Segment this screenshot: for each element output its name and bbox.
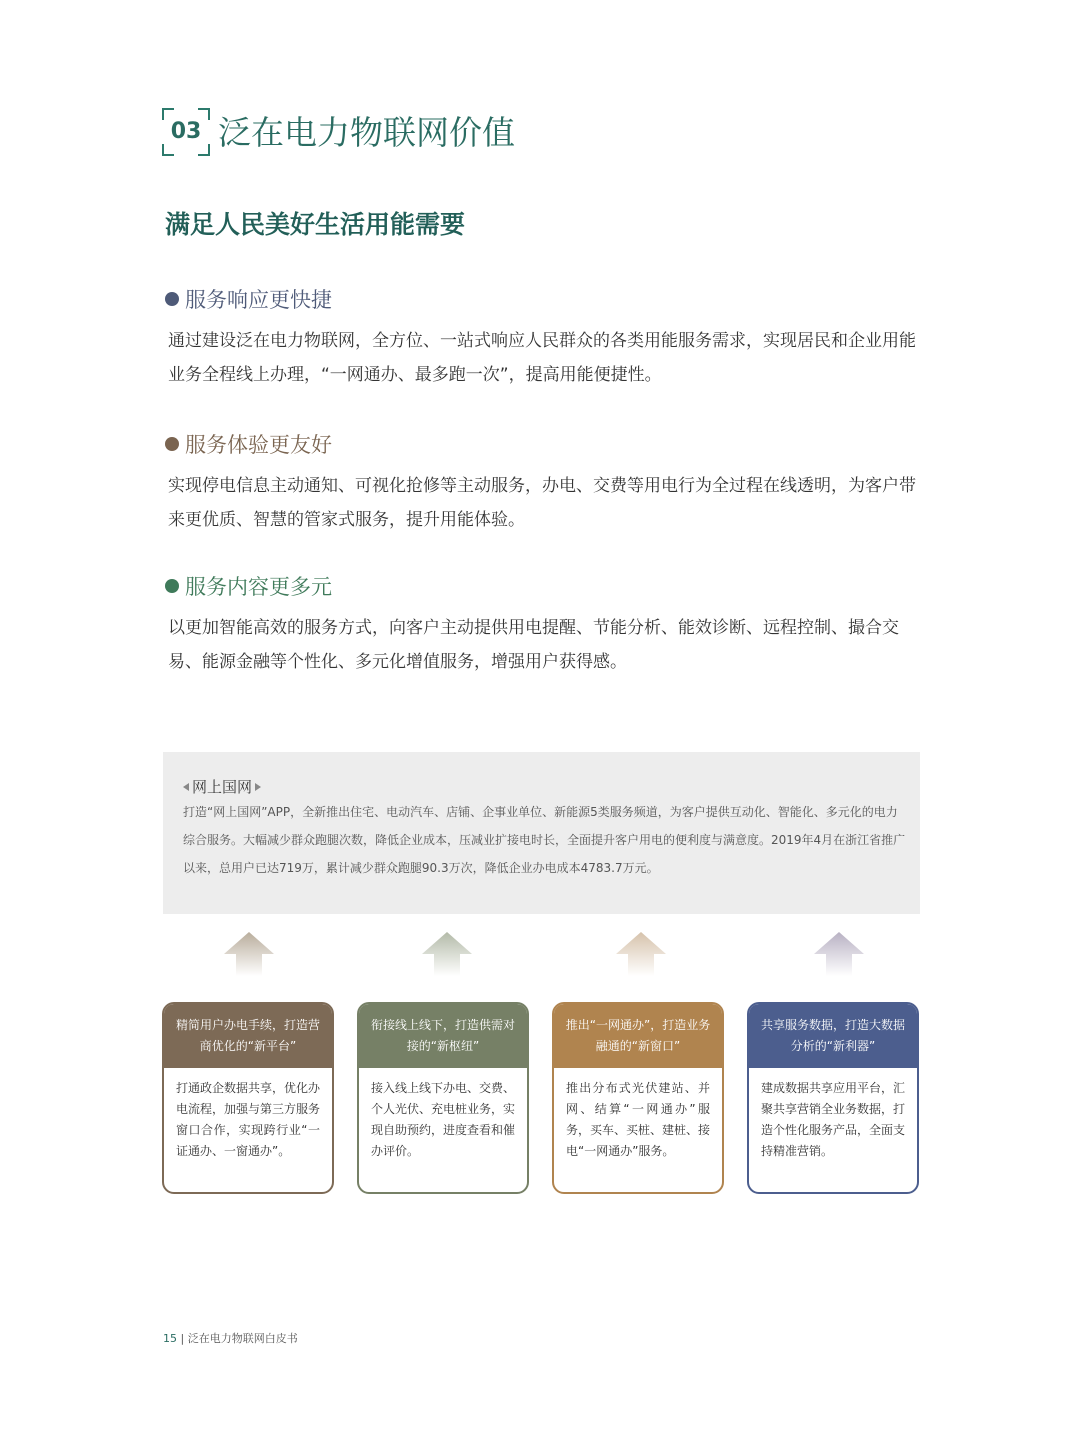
point-heading-text: 服务体验更友好 xyxy=(185,433,332,457)
point-paragraph-3: 以更加智能高效的服务方式，向客户主动提供用电提醒、节能分析、能效诊断、远程控制、撮合交易、能源金融等个性化、多元化增值服务，增强用户获得感。 xyxy=(168,618,899,672)
bullet-dot-icon xyxy=(165,292,179,306)
card-body: 接入线上线下办电、交费、个人光伏、充电桩业务，实现自助预约，进度查看和催办评价。 xyxy=(371,1081,516,1158)
triangle-left-icon xyxy=(183,783,189,791)
info-box xyxy=(163,752,920,914)
card-header: 推出“一网通办”，打造业务融通的“新窗口” xyxy=(554,1004,722,1068)
section-number-frame xyxy=(162,108,210,156)
page-subtitle: 满足人民美好生活用能需要 xyxy=(165,210,466,239)
point-heading-text: 服务内容更多元 xyxy=(185,575,332,599)
section-title: 泛在电力物联网价值 xyxy=(218,113,515,152)
up-arrow-icon xyxy=(616,932,666,976)
info-box-title-text: 网上国网 xyxy=(192,778,253,796)
up-arrow-icon xyxy=(814,932,864,976)
footer-doc-title: 泛在电力物联网白皮书 xyxy=(187,1332,298,1345)
page-footer xyxy=(163,1330,298,1346)
card-body: 推出分布式光伏建站、并网、结算“一网通办”服务，买车、买桩、建桩、接电“一网通办”服务。 xyxy=(566,1081,711,1158)
card-body: 建成数据共享应用平台，汇聚共享营销全业务数据，打造个性化服务产品，全面支持精准营销。 xyxy=(761,1081,906,1158)
up-arrow-icon xyxy=(224,932,274,976)
point-paragraph-1: 通过建设泛在电力物联网，全方位、一站式响应人民群众的各类用能服务需求，实现居民和企业用能业务全程线上办理，“一网通办、最多跑一次”，提高用能便捷性。 xyxy=(168,331,916,385)
card-body: 打通政企数据共享，优化办电流程，加强与第三方服务窗口合作，实现跨行业“一证通办、一窗通办”。 xyxy=(176,1081,321,1158)
info-box-title xyxy=(183,776,261,797)
footer-separator: | xyxy=(180,1332,185,1345)
bullet-dot-icon xyxy=(165,437,179,451)
feature-card-3 xyxy=(552,1002,724,1194)
info-box-text: 打造“网上国网”APP，全新推出住宅、电动汽车、店铺、企事业单位、新能源5类服务频道，为客户提供互动化、智能化、多元化的电力综合服务。大幅减少群众跑腿次数，降低企业成本，压减业扩接电时长，全面提升客户用电的便利度与满意度。2019年4月在浙江省推广以来，总用户已达719万，累计减少群众跑腿90.3万次，降低企业办电成本4783.7万元。 xyxy=(183,805,906,875)
feature-card-1 xyxy=(162,1002,334,1194)
point-paragraph-2: 实现停电信息主动通知、可视化抢修等主动服务，办电、交费等用电行为全过程在线透明，为客户带来更优质、智慧的管家式服务，提升用能体验。 xyxy=(168,476,916,530)
up-arrow-icon xyxy=(422,932,472,976)
card-header: 衔接线上线下，打造供需对接的“新枢纽” xyxy=(359,1004,527,1068)
triangle-right-icon xyxy=(255,783,261,791)
section-number: 03 xyxy=(170,119,202,144)
point-heading-1 xyxy=(165,284,332,314)
point-heading-3 xyxy=(165,571,332,601)
point-heading-2 xyxy=(165,429,332,459)
feature-card-2 xyxy=(357,1002,529,1194)
card-header: 共享服务数据，打造大数据分析的“新利器” xyxy=(749,1004,917,1068)
bullet-dot-icon xyxy=(165,579,179,593)
feature-card-4 xyxy=(747,1002,919,1194)
page-number: 15 xyxy=(163,1332,177,1345)
point-heading-text: 服务响应更快捷 xyxy=(185,288,332,312)
card-header: 精简用户办电手续，打造营商优化的“新平台” xyxy=(164,1004,332,1068)
